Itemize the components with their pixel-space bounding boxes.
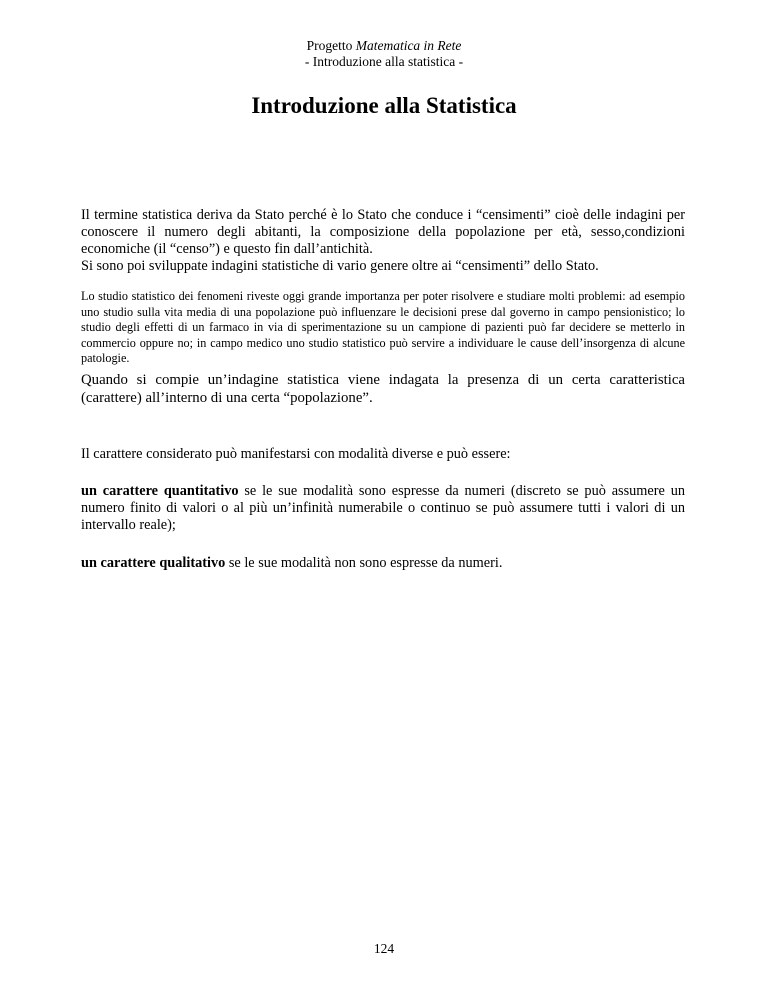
carattere-paragraph: Il carattere considerato può manifestarsi con modalità diverse e può essere: (81, 446, 511, 462)
page-number: 124 (373, 941, 395, 956)
quantitativo-term: un carattere quantitativo (81, 483, 239, 499)
qualitativo-text: se le sue modalità non sono espresse da numeri. (225, 555, 503, 571)
page-title: Introduzione alla Statistica (251, 93, 517, 118)
header-line-2: - Introduzione alla statistica - (304, 54, 464, 69)
intro-paragraph (81, 207, 685, 275)
header-line-1 (0, 38, 768, 54)
intro-text: Il termine statistica deriva da Stato perché è lo Stato che conduce i “censimenti” cioè delle indagini per conoscere il numero degli abitanti, la composizione della popolazione per età, sesso,condizioni economiche (il “censo”) e questo fin dall’antichità. (81, 207, 685, 257)
header-project-name: Matematica in Rete (355, 38, 462, 53)
importance-paragraph: Lo studio statistico dei fenomeni riveste oggi grande importanza per poter risolvere e studiare molti problemi: ad esempio uno studio sulla vita media di una popolazione può influenzare le decisioni prese dal governo in campo pensionistico; lo studio degli effetti di un farmaco in via di sperimentazione su un campione di pazienti può far decidere se metterlo in commercio oppure no; in campo medico uno studio statistico può servire a individuare le cause dell’insorgenza di alcune patologie. (81, 289, 685, 365)
quantitativo-text: se le sue modalità sono espresse da numeri (discreto se può assumere un numero finito di valori o al più un’infinità numerabile o continuo se può assumere tutti i valori di un intervallo reale); (81, 483, 686, 533)
page-header (0, 38, 768, 70)
intro-second-line: Si sono poi sviluppate indagini statistiche di vario genere oltre ai “censimenti” dello Stato. (81, 258, 599, 274)
quantitativo-paragraph (81, 483, 685, 534)
header-project-label: Progetto (306, 38, 356, 53)
qualitativo-term: un carattere qualitativo (81, 555, 226, 571)
qualitativo-paragraph (81, 555, 685, 572)
indagine-paragraph: Quando si compie un’indagine statistica viene indagata la presenza di un certa caratteristica (carattere) all’interno di una certa “popolazione”. (81, 372, 685, 406)
